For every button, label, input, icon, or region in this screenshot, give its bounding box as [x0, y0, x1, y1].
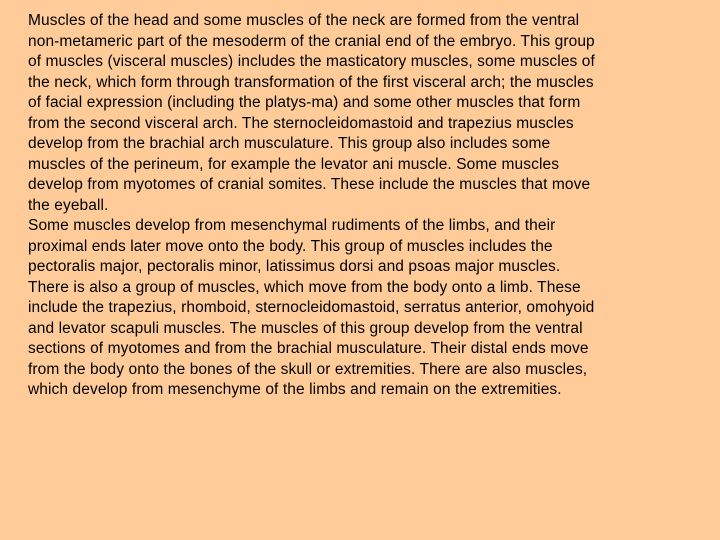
paragraph-1	[28, 11, 700, 216]
text-line: of facial expression (including the platys-ma) and some other muscles that form	[28, 94, 581, 111]
text-line: of muscles (visceral muscles) includes the masticatory muscles, some muscles of	[28, 53, 595, 70]
text-line: Some muscles develop from mesenchymal rudiments of the limbs, and their	[28, 217, 556, 234]
text-line: develop from the brachial arch musculature. This group also includes some	[28, 135, 551, 152]
text-line: non-metameric part of the mesoderm of the cranial end of the embryo. This group	[28, 32, 595, 50]
text-line: develop from myotomes of cranial somites. These include the muscles that move	[28, 176, 591, 193]
text-line: Muscles of the head and some muscles of the neck are formed from the ventral	[28, 12, 580, 29]
text-line: from the second visceral arch. The sternocleidomastoid and trapezius muscles	[28, 114, 574, 132]
text-line: include the trapezius, rhomboid, sternocleidomastoid, serratus anterior, omohyoid	[28, 299, 595, 316]
text-line: and levator scapuli muscles. The muscles of this group develop from the ventral	[28, 319, 583, 337]
text-line: which develop from mesenchyme of the limbs and remain on the extremities.	[28, 381, 562, 398]
text-line: muscles of the perineum, for example the levator ani muscle. Some muscles	[28, 155, 560, 173]
text-line: the neck, which form through transformation of the first visceral arch; the muscles	[28, 73, 594, 91]
body-text	[28, 11, 700, 401]
text-line: pectoralis major, pectoralis minor, latissimus dorsi and psoas major muscles.	[28, 258, 561, 275]
paragraph-2	[28, 216, 700, 401]
text-line: proximal ends later move onto the body. This group of muscles includes the	[28, 237, 553, 255]
text-line: the eyeball.	[28, 196, 109, 214]
text-line: sections of myotomes and from the brachial musculature. Their distal ends move	[28, 340, 589, 357]
text-line: from the body onto the bones of the skull or extremities. There are also muscles,	[28, 360, 588, 378]
text-line: There is also a group of muscles, which move from the body onto a limb. These	[28, 278, 581, 296]
